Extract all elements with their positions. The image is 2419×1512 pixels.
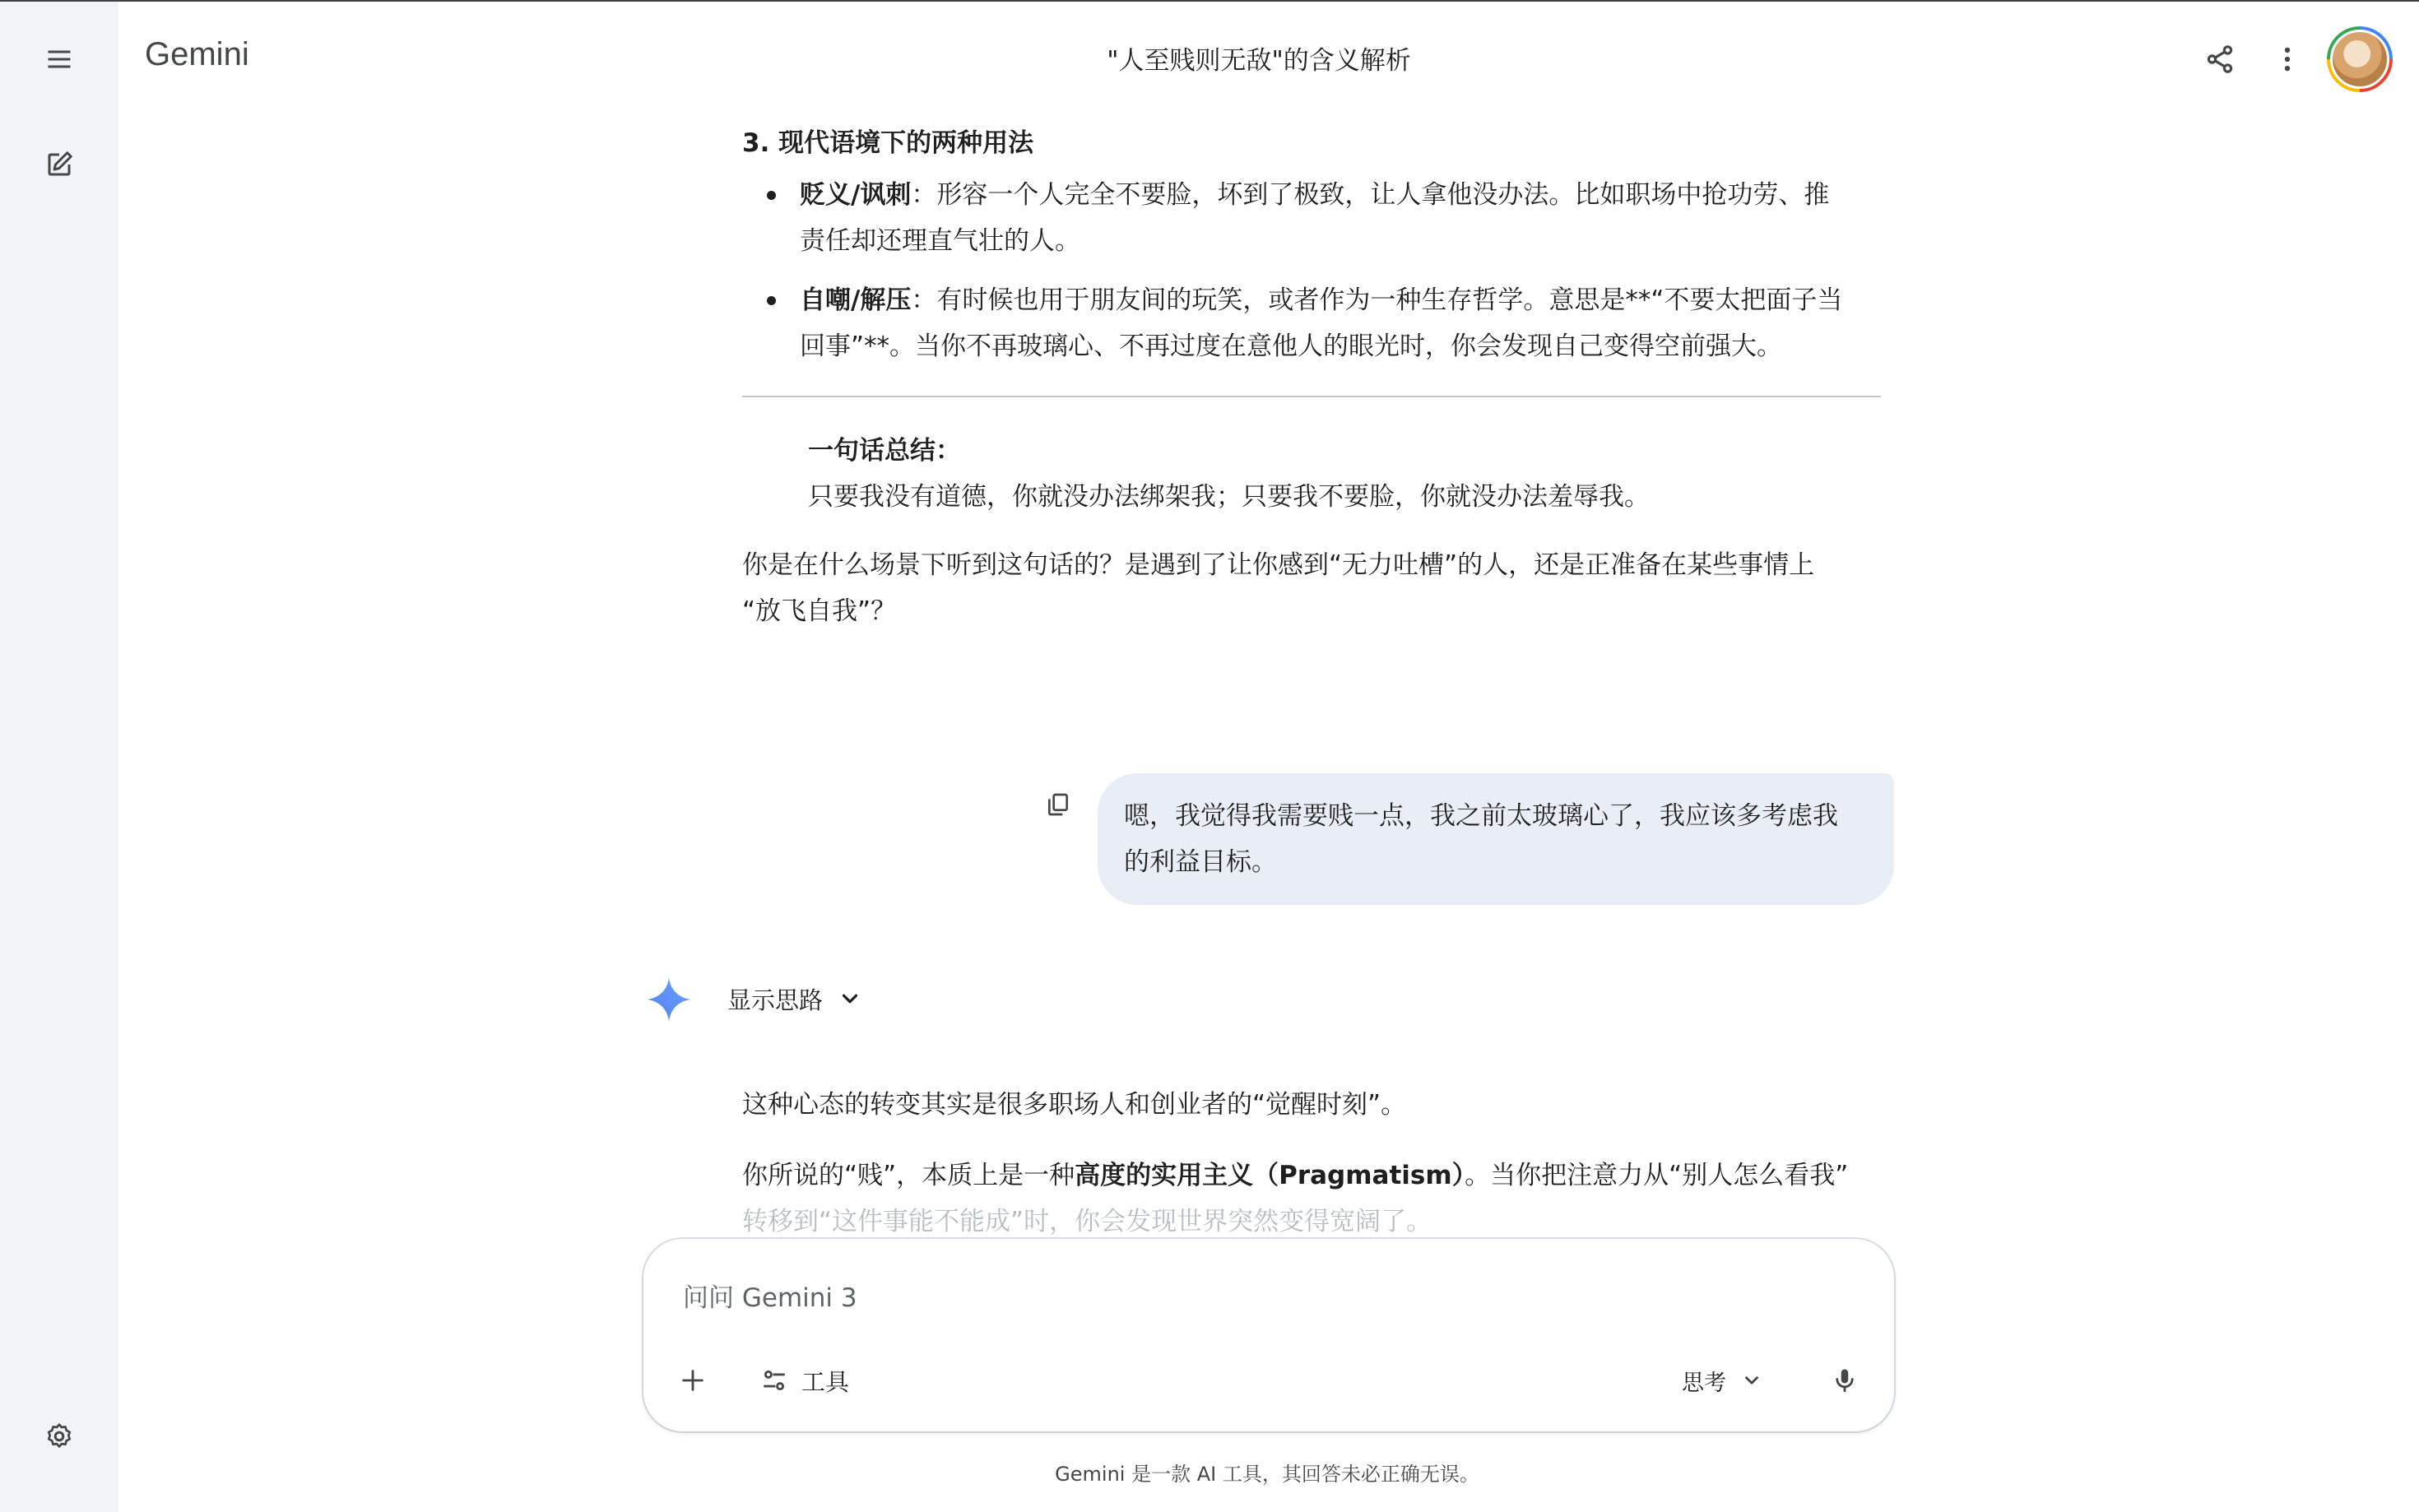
tools-label: 工具 [801, 1367, 850, 1396]
follow-up-question [742, 542, 1894, 634]
show-thinking-toggle[interactable] [727, 979, 862, 1018]
copy-prompt-button[interactable] [1038, 785, 1078, 824]
ai-disclaimer: Gemini 是一款 AI 工具，其回答未必正确无误。 [1055, 1463, 1479, 1486]
model-mode-selector[interactable] [1682, 1356, 1762, 1405]
section-heading: 3. 现代语境下的两种用法 [742, 128, 1034, 158]
response-text: 。当你把注意力从“别人怎么看我” [1465, 1161, 1849, 1190]
list-item [800, 172, 1886, 264]
mic-icon [1831, 1366, 1859, 1394]
tools-button[interactable] [760, 1356, 849, 1405]
mode-label: 思考 [1682, 1370, 1726, 1396]
chevron-down-icon [1741, 1370, 1762, 1391]
user-message-bubble[interactable] [1098, 773, 1894, 905]
gemini-spark-icon [647, 977, 691, 1022]
bullet-term: 贬义/讽刺 [800, 180, 912, 210]
question-line-2: “放飞自我”？ [742, 596, 897, 626]
response-text-faded: 转移到“这件事能不能成”时，你会发现世界突然变得宽阔了。 [742, 1207, 1432, 1236]
add-attachment-button[interactable] [668, 1356, 717, 1405]
bullet-text-continued: 回事”**。当你不再玻璃心、不再过度在意他人的眼光时，你会发现自己变得空前强大。 [800, 332, 1783, 361]
prompt-input[interactable] [681, 1275, 1751, 1321]
copy-icon [1045, 791, 1071, 818]
prompt-composer [643, 1239, 1894, 1431]
bullet-text: ：有时候也用于朋友间的玩笑，或者作为一种生存哲学。意思是**“不要太把面子当 [911, 285, 1843, 315]
tune-icon [760, 1366, 788, 1394]
user-message-line-1: 嗯，我觉得我需要贱一点，我之前太玻璃心了，我应该多考虑我 [1124, 801, 1838, 831]
plus-icon [679, 1366, 707, 1394]
bullet-text-continued: 责任却还理直气壮的人。 [800, 226, 1080, 256]
response-paragraph: 这种心态的转变其实是很多职场人和创业者的“觉醒时刻”。 [742, 1090, 1407, 1120]
divider [742, 396, 1881, 397]
conversation-title: "人至贱则无敌"的含义解析 [1107, 46, 1411, 76]
microphone-button[interactable] [1820, 1356, 1869, 1405]
list-item [800, 277, 1886, 369]
show-thinking-label: 显示思路 [727, 986, 824, 1014]
summary-text: 只要我没有道德，你就没办法绑架我；只要我不要脸，你就没办法羞辱我。 [808, 482, 1650, 512]
user-message-line-2: 的利益目标。 [1124, 847, 1277, 877]
bullet-term: 自嘲/解压 [800, 285, 912, 315]
app-title[interactable]: Gemini [145, 36, 249, 72]
response-emphasis: 高度的实用主义（Pragmatism） [1075, 1161, 1465, 1190]
response-text: 你所说的“贱”，本质上是一种 [742, 1161, 1075, 1190]
question-line-1: 你是在什么场景下听到这句话的？是遇到了让你感到“无力吐槽”的人，还是正准备在某些事情上 [742, 550, 1815, 580]
bullet-text: ：形容一个人完全不要脸，坏到了极致，让人拿他没办法。比如职场中抢功劳、推 [911, 180, 1830, 210]
summary-title: 一句话总结： [808, 436, 961, 466]
chevron-down-icon [838, 986, 862, 1011]
response-paragraph [742, 1153, 1894, 1245]
